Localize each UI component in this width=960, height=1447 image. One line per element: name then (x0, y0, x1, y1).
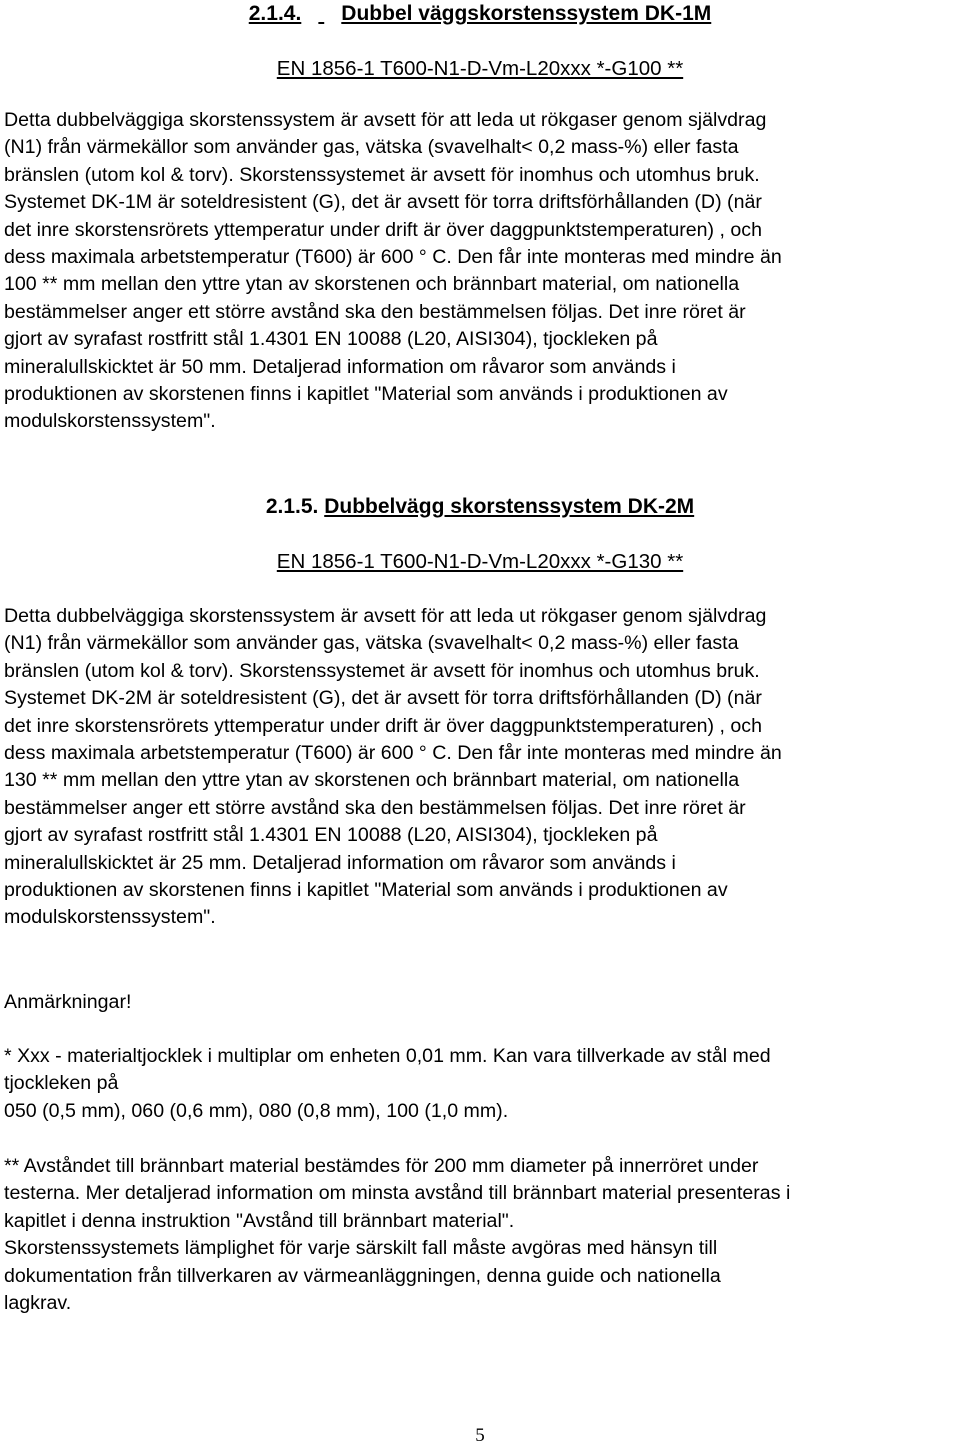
section-2-heading (0, 494, 960, 520)
text-line: gjort av syrafast rostfritt stål 1.4301 EN 10088 (L20, AISI304), tjockleken på (4, 328, 658, 351)
text-line: Skorstenssystemets lämplighet för varje särskilt fall måste avgöras med hänsyn till (4, 1237, 718, 1260)
text-line: det inre skorstensrörets yttemperatur under drift är över daggpunktstemperaturen) , och (4, 714, 762, 737)
text-line: Detta dubbelväggiga skorstenssystem är avsett för att leda ut rökgaser genom självdrag (4, 109, 767, 131)
text-line: mineralullskicktet är 25 mm. Detaljerad information om råvaror som används i (4, 851, 676, 874)
text-line: kapitlet i denna instruktion "Avstånd till brännbart material". (4, 1209, 515, 1232)
text-line: modulskorstenssystem". (4, 906, 216, 929)
section-2-number: 2.1.5. (265, 495, 319, 518)
text-line: produktionen av skorstenen finns i kapitlet "Material som används i produktionen av (4, 383, 728, 406)
text-line: ** Avståndet till brännbart material bestämdes för 200 mm diameter på innerröret under (4, 1155, 759, 1177)
page-number: 5 (475, 1425, 485, 1446)
text-line: dess maximala arbetstemperatur (T600) är 600 ° C. Den får inte monteras med mindre än (4, 246, 782, 269)
text-line: modulskorstenssystem". (4, 410, 216, 433)
text-line: bestämmelser anger ett större avstånd ska den bestämmelsen följas. Det inre röret är (4, 300, 746, 323)
section-1-paragraph (4, 107, 956, 436)
section-1-number: 2.1.4. (248, 2, 302, 25)
text-line: mineralullskicktet är 50 mm. Detaljerad information om råvaror som används i (4, 355, 676, 378)
notes-label: Anmärkningar! (4, 991, 132, 1013)
text-line: bestämmelser anger ett större avstånd ska den bestämmelsen följas. Det inre röret är (4, 796, 746, 819)
text-line: 050 (0,5 mm), 060 (0,6 mm), 080 (0,8 mm), 100 (1,0 mm). (4, 1099, 509, 1122)
text-line: gjort av syrafast rostfritt stål 1.4301 EN 10088 (L20, AISI304), tjockleken på (4, 824, 658, 847)
text-line: dokumentation från tillverkaren av värmeanläggningen, denna guide och nationella (4, 1264, 721, 1287)
section-2-paragraph (4, 603, 956, 932)
text-line: 130 ** mm mellan den yttre ytan av skorstenen och brännbart material, om nationella (4, 769, 740, 792)
note-1 (4, 1043, 956, 1125)
text-line: Systemet DK-2M är soteldresistent (G), det är avsett för torra driftsförhållanden (D) (när (4, 687, 762, 710)
text-line: tjockleken på (4, 1072, 119, 1095)
text-line: (N1) från värmekällor som använder gas, vätska (svavelhalt< 0,2 mass-%) eller fasta (4, 632, 739, 655)
text-line: lagkrav. (4, 1292, 72, 1315)
text-line: (N1) från värmekällor som använder gas, vätska (svavelhalt< 0,2 mass-%) eller fasta (4, 136, 739, 159)
text-line: * Xxx - materialtjocklek i multiplar om enheten 0,01 mm. Kan vara tillverkade av stål med (4, 1045, 771, 1067)
text-line: produktionen av skorstenen finns i kapitlet "Material som används i produktionen av (4, 879, 728, 902)
text-line: Detta dubbelväggiga skorstenssystem är avsett för att leda ut rökgaser genom självdrag (4, 605, 767, 627)
section-1-code: EN 1856-1 T600-N1-D-Vm-L20xxx *-G100 ** (276, 57, 684, 80)
section-1-heading (0, 1, 960, 27)
text-line: testerna. Mer detaljerad information om minsta avstånd till brännbart material presenteras i (4, 1182, 791, 1205)
note-2 (4, 1153, 956, 1317)
text-line: bränslen (utom kol & torv). Skorstenssystemet är avsett för inomhus och utomhus bruk. (4, 163, 760, 186)
section-1-title: Dubbel väggskorstenssystem DK-1M (341, 2, 712, 25)
text-line: dess maximala arbetstemperatur (T600) är 600 ° C. Den får inte monteras med mindre än (4, 742, 782, 765)
text-line: 100 ** mm mellan den yttre ytan av skorstenen och brännbart material, om nationella (4, 273, 740, 296)
text-line: det inre skorstensrörets yttemperatur under drift är över daggpunktstemperaturen) , och (4, 218, 762, 241)
text-line: Systemet DK-1M är soteldresistent (G), det är avsett för torra driftsförhållanden (D) (när (4, 191, 762, 214)
section-2-code: EN 1856-1 T600-N1-D-Vm-L20xxx *-G130 ** (276, 550, 684, 573)
text-line: bränslen (utom kol & torv). Skorstenssystemet är avsett för inomhus och utomhus bruk. (4, 659, 760, 682)
section-2-title: Dubbelvägg skorstenssystem DK-2M (324, 495, 695, 518)
